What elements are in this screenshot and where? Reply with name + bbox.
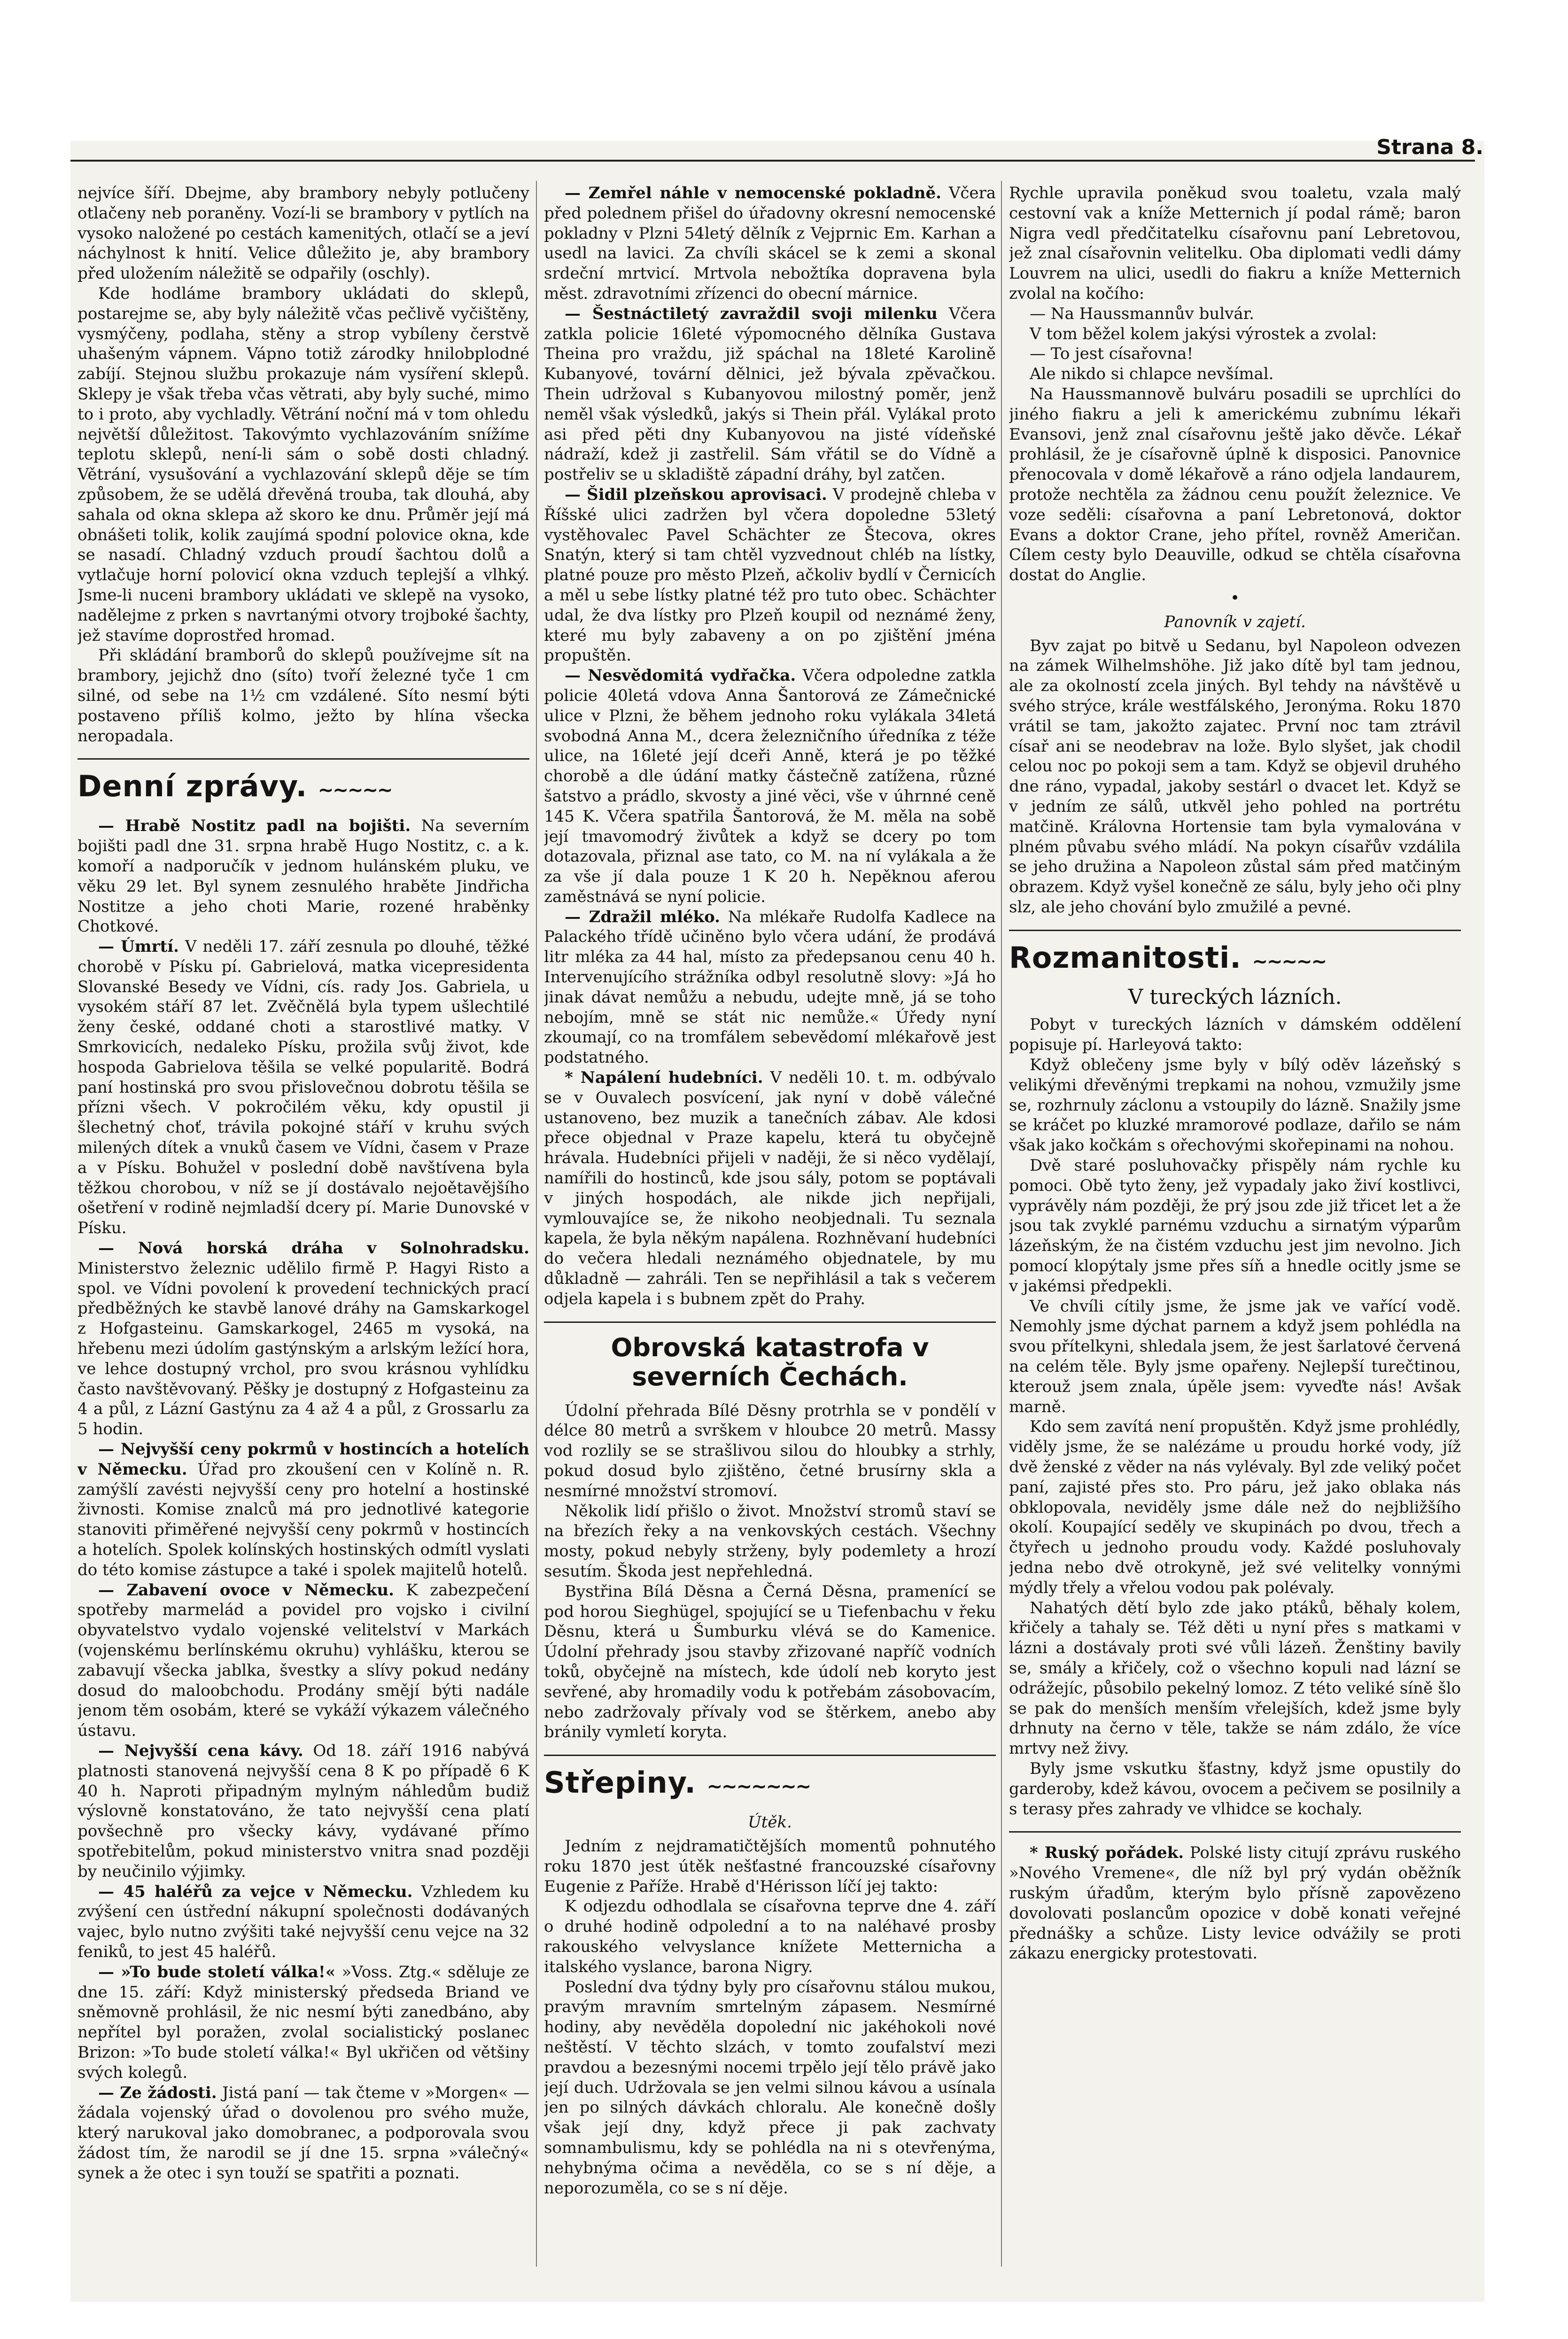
item-text: Polské listy citují zprávu ruského »Nového Vremene«, dle níž byl prý vydán oběžník ruským úřadům, kterým bylo přísně zapovězeno dovolovati poslancům opozice v době konati veřejné přednášky a schůze. Listy levice odvážily se proti zákazu energicky protestovati. xyxy=(1009,1843,1461,1963)
section-rule xyxy=(1009,930,1461,931)
item-heading: — Nejvyšší cena kávy. xyxy=(98,1741,303,1760)
section-rule xyxy=(78,758,529,760)
separator-dot: • xyxy=(1230,588,1240,607)
item-heading: — Ze žádosti. xyxy=(98,2083,217,2102)
item-heading: — 45 haléřů za vejce v Německu. xyxy=(98,1882,413,1901)
news-item xyxy=(544,183,996,304)
paragraph: Když oblečeny jsme byly v bílý oděv lázeňský s velikými dřevěnými trepkami na nohou, vzmužily jsme se, rozhrnuly záclonu a vstoupily do lázně. Snažily jsme se kráčet po kluzké mramorové podlaze, dařilo se nám však jako kočkám s ořechovými skořepinami na nohou. xyxy=(1009,1056,1461,1155)
paragraph: Bystřina Bílá Děsna a Černá Děsna, pramenící se pod horou Sieghügel, spojující se u Tiefenbachu v řeku Děsnu, která u Šumburku vlévá se do Kamenice. Údolní přehrady jsou stavby zřizované napříč vodních toků, obyčejně na místech, kde údolí neb koryto jest sevřené, aby hromadily vodu k potřebám zásobovacím, nebo zadržovaly přívaly vod se štěrkem, anebo aby bránily vymletí koryta. xyxy=(544,1582,996,1742)
news-item xyxy=(78,2083,529,2184)
paragraph: Jedním z nejdramatičtějších momentů pohnutého roku 1870 jest útěk nešťastné francouzské císařovny Eugenie z Paříže. Hrabě d'Hérisson líčí jej takto: xyxy=(544,1836,996,1896)
paragraph: Kde hodláme brambory ukládati do sklepů, postarejme se, aby byly náležitě včas pečlivě vyčištěny, vysmýčeny, podlaha, stěny a strop vybíleny čerstvě uhašeným vápnem. Vápno totiž zárodky hnilobplodné zabíjí. Stejnou službu prokazuje nám vysíření sklepů. Sklepy je však třeba včas větrati, aby byly suché, mimo to i proto, aby vychladly. Větrání noční má v tom ohledu největší důležitost. Takovýmto vychlazováním snížíme teplotu sklepů, není-li sám o sobě dosti chladný. Větrání, vysušování a vychlazování sklepů děje se tím způsobem, že se udělá dřevěná trouba, tak dlouhá, aby sahala od okna sklepa až skoro ke dnu. Průměr její má obnášeti tolik, kolik zaujímá spodní polovice okna, kde se nasadí. Chladný vzduch proudí šachtou dolů a vytlačuje horní polovicí okna vzduch teplejší a vlhký. Jsme-li nuceni brambory ukládati ve sklepě na vysoko, nadělejme z prken s navrtanými otvory trojboké šachty, jež stavíme doprostřed hromad. xyxy=(78,284,529,645)
item-text: Rozmanitosti. xyxy=(1009,940,1242,975)
news-item xyxy=(544,304,996,485)
paragraph: Kdo sem zavítá není propuštěn. Když jsme prohlédly, viděly jsme, že se nalézáme u proudu horké vody, jíž dvě ženské z věder na nás vylévaly. Byl zde veliký počet paní, zajisté přes sto. Pro páru, jež jako oblaka nás obklopovala, neviděly jsme dále než do nejbližšího okolí. Koupající seděly ve skupinách po dvou, třech a čtyřech u jednoho proudu vody. Každé posluhovaly jedna nebo dvě otrokyně, jež své velitelky vonnými mýdly třely a vřelou vodou pak polévaly. xyxy=(1009,1417,1461,1597)
item-heading: — Hrabě Nostitz padl na bojišti. xyxy=(98,816,411,836)
item-text: Střepiny. xyxy=(544,1765,696,1800)
headline-katastrofa: Obrovská katastrofa v severních Čechách. xyxy=(611,1332,929,1391)
paragraph: Pobyt v tureckých lázních v dámském oddělení popisuje pí. Harleyová takto: xyxy=(1009,1015,1461,1055)
item-heading: — Nesvědomitá vydřačka. xyxy=(565,666,796,685)
paragraph: Ale nikdo si chlapce nevšímal. xyxy=(1030,365,1274,384)
page-number: Strana 8. xyxy=(1376,135,1483,159)
news-item xyxy=(544,907,996,1068)
news-item xyxy=(78,937,529,1238)
paragraph: Na Haussmannově bulváru posadili se uprchlíci do jiného fiakru a jeli k americkému zubnímu lékaři Evansovi, jenž znal císařovnu ještě jako děvče. Lékař prohlásil, že je císařovně úplně k disposici. Panovnice přenocovala v domě lékařově a ráno odjela landaurem, protože nechtěla za žádnou cenu použít železnice. Ve voze seděli: císařovna a paní Lebretonová, doktor Evans a doktor Crane, jeho přítel, rovněž Američan. Cílem cesty bylo Deauville, odkud se chtěla císařovna dostat do Anglie. xyxy=(1009,384,1461,585)
item-heading: * Napálení hudebníci. xyxy=(565,1068,763,1088)
column-1 xyxy=(78,183,529,2269)
item-text: Včera před polednem přišel do úřadovny okresní nemocenské pokladny v Plzni 54letý dělník z Vejprnic Em. Karhan a usedl na lavici. Za chvíli skácel se k zemi a skonal srdeční mrtvicí. Mrtvola nebožtíka dopravena byla měst. zdravotními zřízenci do obecní márnice. xyxy=(544,184,996,303)
item-text: ~~~~~~~ xyxy=(706,1776,811,1798)
item-text: V prodejně chleba v Říšské ulici zadržen byl včera dopoledne 53letý vystěhovalec Pavel Schächter ze Štecova, okres Snatýn, který si tam chtěl vyzvednout chléb na lístky, platné pouze pro město Plzeň, ačkoliv bydlí v Černicích a měl u sebe lístky platné též pro tuto obec. Schächter udal, že dva lístky pro Plzeň koupil od neznámé ženy, které mu byly zabaveny a on po zjištění jména propuštěn. xyxy=(544,485,996,665)
item-text: Na mlékaře Rudolfa Kadlece na Palackého třídě učiněno bylo včera udání, že prodává litr mléka za 44 hal, místo za předepsanou cenu 40 h. Intervenujícího strážníka odbyl resolutně slovy: »Já ho jinak dávat nemůžu a nebudu, udejte mně, já se toho nebojím, mně se stát nic nemůže.« Úředy nyní zkoumají, co na tromfálem sebevědomí mlékařově jest podstatného. xyxy=(544,907,996,1067)
item-heading: — Úmrtí. xyxy=(98,937,179,956)
paragraph: nejvíce šíří. Dbejme, aby brambory nebyly potlučeny otlačeny neb poraněny. Vozí-li se brambory v pytlích na vysoko naložené po cestách kamenitých, otlačí se a jeví náchylnost k hnití. Velice důležito je, aby brambory před uložením náležitě se odpařily (oschly). xyxy=(78,184,529,283)
news-item xyxy=(544,1068,996,1309)
paragraph: — To jest císařovna! xyxy=(1030,344,1194,364)
section-title-rozmanitosti xyxy=(1009,941,1461,978)
paragraph: Údolní přehrada Bílé Děsny protrhla se v pondělí v délce 80 metrů a svrškem v hloubce 20 metrů. Massy vod rozlily se se strašlivou silou do hloubky a strhly, pokud dosud bylo zjištěno, četné brusírny skla a nesmírné množství stromoví. xyxy=(544,1401,996,1500)
item-heading: — Nová horská dráha v Solnohradsku. xyxy=(98,1239,529,1258)
item-text: Úřad pro zkoušení cen v Kolíně n. R. zamýšlí zavésti nejvyšší ceny pro hotelní a hostinské živnosti. Komise znalců má pro jednotlivé kategorie stanoviti přiměřené nejvyšší ceny pokrmů v hostincích a hotelích. Spolek kolínských hostinských odmítl vyslati do této komise zástupce a také i spolek majitelů hotelů. xyxy=(78,1460,529,1579)
news-item xyxy=(78,1741,529,1882)
item-text: Včera odpoledne zatkla policie 40letá vdova Anna Šantorová ze Zámečnické ulice v Plzni, že během jednoho roku vylákala 34letá svobodná Anna M., dcera železničního úředníka z téže ulice, na 16leté její dceři Anně, která je po těžké chorobě a dle údání matky částečně zatížena, různé šatstvo a prádlo, skvosty a jiné věci, vše v úhrnné ceně 145 K. Včera spatřila Šantorová, že M. měla na sobě její tmavomodrý živůtek a když se dcery po tom dotazovala, přiznal ase tato, co M. na ní vylákala a že za vše jí dala pouze 1 K 20 h. Nepěknou aferou zaměstnává se nyní policie. xyxy=(544,666,996,906)
paragraph: Dvě staré posluhovačky přispěly nám rychle ku pomoci. Obě tyto ženy, jež vypadaly jako živí kostlivci, vyprávěly nám později, že prý jsou zde již třicet let a že jsou tak zvyklé parnému vzduchu a sirnatým výparům lázeňským, že na čistém vzduchu jest jim nevolno. Jich pomocí klopýtaly jsme přes síň a hnedle ocitly jsme se v jakémsi předpekli. xyxy=(1009,1156,1461,1296)
section-title-strepiny xyxy=(544,1766,996,1803)
paragraph: V tom běžel kolem jakýsi výrostek a zvolal: xyxy=(1030,324,1377,343)
item-heading: — Zabavení ovoce v Německu. xyxy=(98,1580,394,1600)
item-text: ~~~~~ xyxy=(1252,950,1327,972)
item-text: Včera zatkla policie 16leté výpomocného dělníka Gustava Theina pro vraždu, již spáchal na 18leté Karolině Kubanyové, tovární dělnici, jež bývala zpěvačkou. Thein udržoval s Kubanyovou milostný poměr, jenž neměl však výsledků, jakýs si Thein přál. Vylákal proto asi před pěti dny Kubanyovou na jisté vídeňské nádraží, kdež ji zastřelil. Sám vřátil se do Vídně a postřeliv se u skladiště západní dráhy, byl zatčen. xyxy=(544,304,996,484)
paragraph: Byv zajat po bitvě u Sedanu, byl Napoleon odvezen na zámek Wilhelmshöhe. Již jako dítě byl tam jednou, ale za okolností zcela jiných. Byl tehdy na návštěvě u svého strýce, krále westfálského, Jeronýma. Roku 1870 vrátil se tam, jakožto zajatec. První noc tam ztrávil císař ani se neodebrav na lože. Bylo slyšet, jak chodil celou noc po pokoji sem a tam. Když se objevil druhého dne ráno, vypadal, jakoby sestárl o dvacet let. Když se v jedním ze sálů, utkvěl jeho pohled na portrétu matčině. Královna Hortensie tam byla vymalována v plném půvabu svého mládí. Na pokyn císařův vzdálila se jeho družina a Napoleon zůstal sám před matčiným obrazem. Když vyšel konečně ze sálu, byly jeho oči plny slz, ale jeho chování bylo zmužilé a pevné. xyxy=(1009,636,1461,917)
item-heading: — Šidil plzeňskou aprovisaci. xyxy=(565,485,827,504)
news-item xyxy=(78,1882,529,1962)
news-item xyxy=(544,666,996,907)
news-item xyxy=(78,1439,529,1580)
item-text: K zabezpečení spotřeby marmelád a povidel pro vojsko i civilní obyvatelstvo vydalo vojenské velitelství v Markách (vojenskému berlínskému okruhu) vyhlášku, kterou se zabavují všecka jablka, švestky a slívy pokud nedány dosud do maloobchodu. Prodány smějí býti nadále jenom těm osobám, které se vykáží výkazem válečného ústavu. xyxy=(78,1580,529,1741)
column-2 xyxy=(544,183,996,2269)
news-item xyxy=(78,1580,529,1741)
paragraph: Při skládání bramborů do sklepů používejme sít na brambory, jejichž dno (síto) tvoří železné tyče 1 cm silné, od sebe na 1½ cm vzdálené. Síto nesmí býti postaveno příliš kolmo, ježto by hlína všecka neropadala. xyxy=(78,646,529,746)
item-text: Od 18. září 1916 nabývá platnosti stanovená nejvyšší cena 8 K po případě 6 K 40 h. Naproti připadným mylným náhledům budiž výslovně konstatováno, že tato nejvyšší cena platí povšechně pro všecky kávy, vydávané přímo spotřebitelům, pokud ministerstvo vnitra snad později by neučinilo výjimky. xyxy=(78,1741,529,1881)
paragraph: K odjezdu odhodlala se císařovna teprve dne 4. září o druhé hodině odpolední a to na naléhavé prosby rakouského velvyslance knížete Metternicha a italského vyslance, barona Nigry. xyxy=(544,1897,996,1976)
column-divider xyxy=(1001,181,1002,2267)
item-text: V neděli 10. t. m. odbývalo se v Ouvalech posvícení, jak nyní v době válečné ustanoveno, bez muzik a tanečních zábav. Ale kdosi přece objednal v Praze kapelu, která tu obyčejně hrávala. Hudebníci přijeli v naději, že si něco vydělají, namířili do hostinců, kde jsou sály, potom se poptávali v jiných hospodách, ale nikde jich nepřijali, vymlouvajíce se, že nikoho neobjednali. Tu seznala kapela, že byla někým napálena. Rozhněvaní hudebníci do večera hledali neznámého objednatele, by mu důkladně — zahráli. Ten se nepřihlásil a tak s večerem odjela kapela i s bubnem zpět do Prahy. xyxy=(544,1068,996,1308)
section-rule xyxy=(1009,1831,1461,1833)
item-heading: * Ruský pořádek. xyxy=(1030,1843,1184,1863)
section-title-denni-zpravy xyxy=(78,770,529,807)
article-title: Panovník v zajetí. xyxy=(1164,612,1306,631)
paragraph: Poslední dva týdny byly pro císařovnu stálou mukou, pravým mravním smrtelným zápasem. Nesmírné hodiny, aby nevěděla dopolední nic jakéhokoli nové neštěstí. V těchto slzách, v tomto zoufalství mezi pravdou a bezesnými nocemi trpělo její tělo právě jako její duch. Udržovala se jen velmi silnou kávou a usínala jen po silných dávkách chloralu. Ale konečně došly však její dny, když přece ji pak zachvaty somnambulismu, kdy se pohlédla na ni s otevřenýma, nehybnýma očima a nevěděla, co se s ní děje, a neporozuměla, co se s ní děje. xyxy=(544,1977,996,2198)
header-rule xyxy=(70,160,1475,162)
item-text: Vzhledem ku zvýšení cen ústřední nákupní společnosti dodávaných vajec, bylo nutno zvýšiti také nejvyšší cenu vejce na 32 feniků, to jest 45 haléřů. xyxy=(78,1882,529,1961)
item-heading: — »To bude století válka!« xyxy=(98,1962,336,1982)
item-text: Na severním bojišti padl dne 31. srpna hrabě Hugo Nostitz, c. a k. komoří a nadporučík v jednom hulánském pluku, ve věku 29 let. Byl synem zesnulého hraběte Jindřicha Nostitze a jeho choti Marie, rozené hraběnky Chotkové. xyxy=(78,816,529,936)
item-text: Denní zprávy. xyxy=(78,769,308,804)
news-item xyxy=(78,1962,529,2083)
section-rule xyxy=(544,1321,996,1323)
item-heading: — Šestnáctiletý zavraždil svoji milenku xyxy=(565,304,938,323)
news-item xyxy=(78,1238,529,1439)
item-text: Ministerstvo železnic udělilo firmě P. Hagyi Risto a spol. ve Vídni povolení k provedení technických prací předběžných ke stavbě lanové dráhy na Gamskarkogel z Hofgasteinu. Gamskarkogel, 2465 m vysoká, na hřebenu mezi údolím gastýnským a arlským ležící hora, ve lehce dostupný vrchol, pro svou krásnou vyhlídku často navštěvovaný. Pěšky je dostupný z Hofgasteinu za 4 a půl, z Lázní Gastýnu za 4 až 4 a půl, z Grossarlu za 5 hodin. xyxy=(78,1259,529,1439)
article-title: Útěk. xyxy=(748,1813,792,1832)
item-heading: — Zemřel náhle v nemocenské pokladně. xyxy=(565,184,941,202)
paragraph: Nahatých dětí bylo zde jako ptáků, běhaly kolem, křičely a tahaly se. Též děti u nyní přes s matkami v lázni a dostávaly proti své vůli lázeň. Ženštiny bavily se, smály a křičely, což o všechno kopuli nad lázní se odrážejíc, působilo pekelný lomoz. Z této veliké síně šlo se pak do menších menším vřelejších, kdež jsme byly drhnuty na černo v těle, takže se nám zdálo, že více mrtvy než živy. xyxy=(1009,1598,1461,1758)
news-item xyxy=(1009,1843,1461,1964)
news-item xyxy=(78,816,529,937)
item-heading: — Nejvyšší ceny pokrmů v hostincích a hotelích v Německu. xyxy=(78,1440,529,1479)
column-3 xyxy=(1009,183,1461,2269)
news-item xyxy=(544,485,996,666)
column-divider xyxy=(536,181,537,2267)
paragraph: Ve chvíli cítily jsme, že jsme jak ve vařící vodě. Nemohly jsme dýchat parnem a když jsem pohlédla na svou přítelkyni, shledala jsem, že jest šarlatové červená na celém těle. Byly jsme opařeny. Nejlepší turečtinou, kterouž jsem znala, úpěle jsem: vyveďte nás! Avšak marně. xyxy=(1009,1297,1461,1416)
item-text: ~~~~~ xyxy=(318,779,392,801)
paragraph: Rychle upravila poněkud svou toaletu, vzala malý cestovní vak a kníže Metternich jí podal rámě; baron Nigra vedl předčitatelku císařovnu paní Lebretovou, jež znal císařovnin velitelku. Oba diplomati vedli dámy Louvrem na ulici, usedli do fiakru a kníže Metternich zvolal na kočího: xyxy=(1009,184,1461,303)
article-title: V tureckých lázních. xyxy=(1128,985,1342,1009)
paragraph: — Na Haussmannův bulvár. xyxy=(1030,304,1254,323)
paragraph: Několik lidí přišlo o život. Množství stromů staví se na březích řeky a na venkovských cestách. Všechny mosty, pokud nebyly strženy, byly podemlety a hrozí sesutím. Škoda jest nepřehledná. xyxy=(544,1501,996,1581)
item-text: V neděli 17. září zesnula po dlouhé, těžké chorobě v Písku pí. Gabrielová, matka vicepresidenta Slovanské Besedy ve Vídni, cís. rady Jos. Gabriela, u vysokém stáří 87 let. Zvěčnělá byla typem ušlechtilé ženy české, oddané choti a starostlivé matky. V Smrkovicích, nedaleko Písku, prožila svůj život, kde hospoda Gabrielova těšila se velké popularitě. Bodrá paní hostinská pro svou přislovečnou dobrotu těšila se přízni všech. V pokročilém věku, kdy opustil ji šlechetný choť, trávila pokojné stáří v kruhu svých milených dítek a vnuků časem ve Vídni, časem v Praze a v Písku. Bohužel v poslední době navštívena byla těžkou chorobou, v níž se jí dostávalo nejoětavějšího ošetření v rodině nejmladší dcery pí. Marie Dunovské v Písku. xyxy=(78,937,529,1238)
item-text: Jistá paní — tak čteme v »Morgen« — žádala vojenský úřad o dovolenou pro svého muže, který narukoval jako domobranec, a podporovala svou žádost tím, že narodil se jí dne 15. srpna »válečný« synek a že otec i syn touží se spatřiti a poznati. xyxy=(78,2083,529,2183)
item-text: »Voss. Ztg.« sděluje ze dne 15. září: Když ministerský předseda Briand ve sněmovně prohlásil, že nic nesmí býti zanedbáno, aby nepřítel byl poražen, zvolal socialistický poslanec Brizon: »To bude století válka!« Byl ukřičen od většiny svých kolegů. xyxy=(78,1962,529,2082)
paragraph: Byly jsme vskutku šťastny, když jsme opustily do garderoby, kdež kávou, ovocem a pečivem se posilnily a s terasy přes zahrady ve vlhidce se kochaly. xyxy=(1009,1759,1461,1818)
item-heading: — Zdražil mléko. xyxy=(565,907,721,926)
section-rule xyxy=(544,1755,996,1756)
